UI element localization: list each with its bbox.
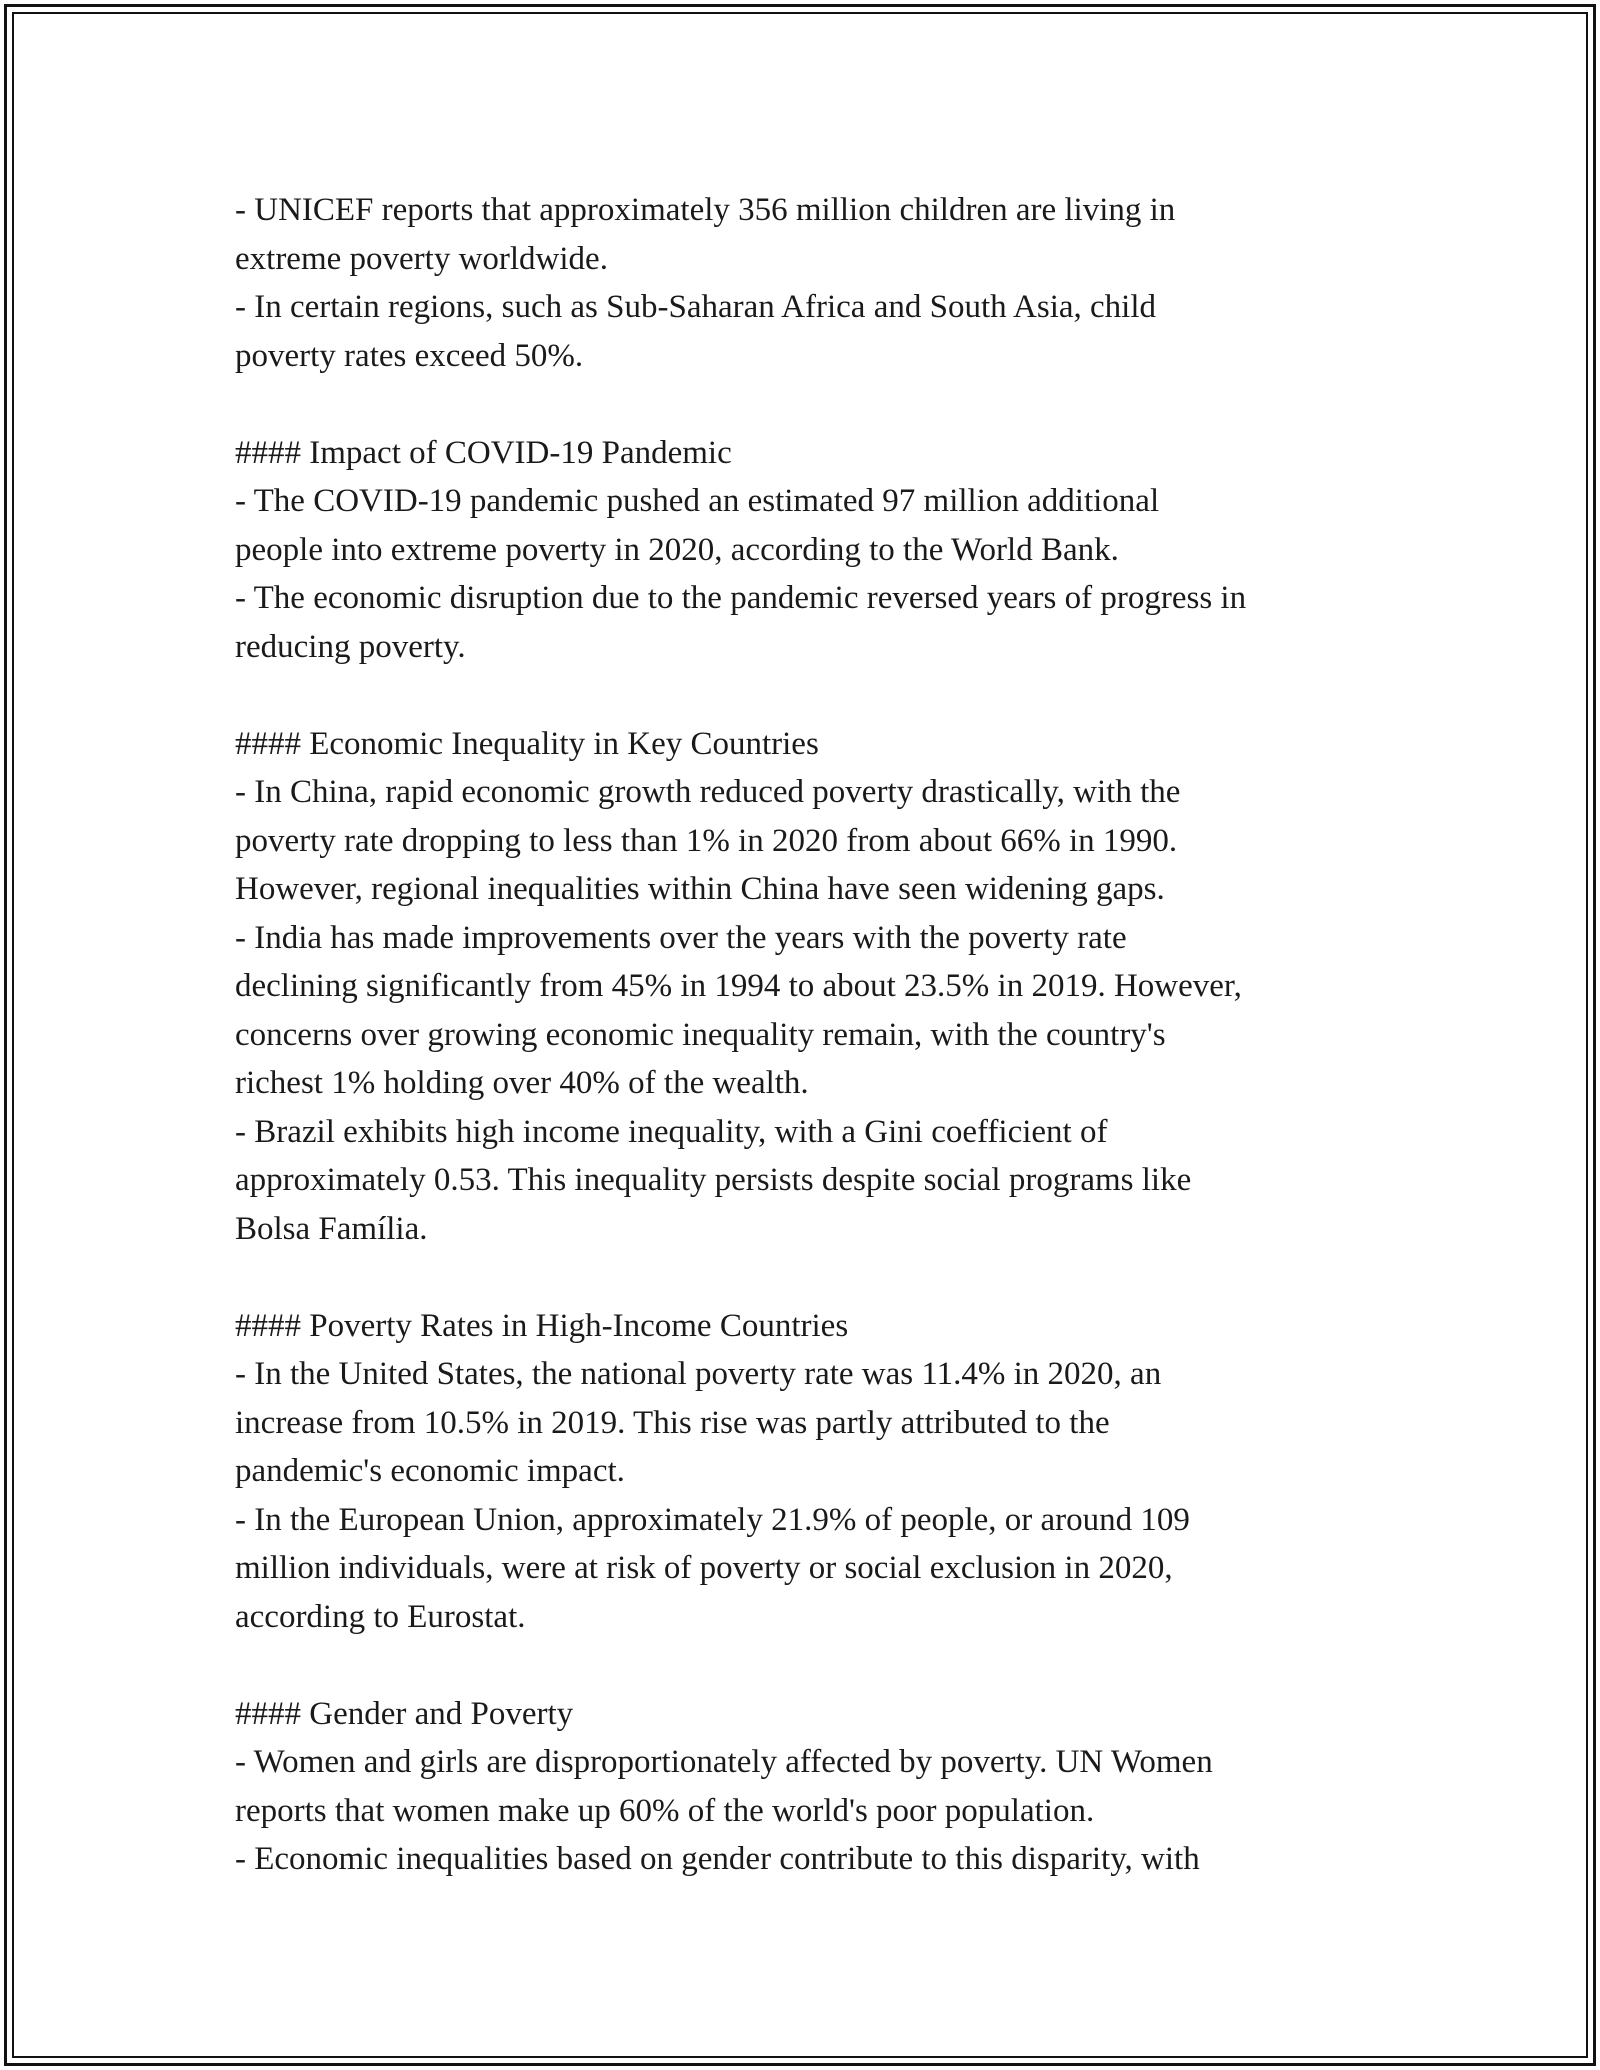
economic-inequality-section xyxy=(235,720,1395,1254)
text-line: - In the European Union, approximately 21.9% of people, or around 109 xyxy=(235,1501,1190,1538)
text-line: declining significantly from 45% in 1994 to about 23.5% in 2019. However, xyxy=(235,968,1242,1004)
text-line: - The COVID-19 pandemic pushed an estimated 97 million additional xyxy=(235,483,1160,519)
text-line: - India has made improvements over the years with the poverty rate xyxy=(235,919,1127,956)
text-line: - Brazil exhibits high income inequality, with a Gini coefficient of xyxy=(235,1113,1108,1150)
text-line: - In certain regions, such as Sub-Saharan Africa and South Asia, child xyxy=(235,289,1157,325)
high-income-poverty-section xyxy=(235,1302,1395,1642)
text-line: - Women and girls are disproportionately affected by poverty. UN Women xyxy=(235,1744,1213,1780)
text-line: - UNICEF reports that approximately 356 million children are living in xyxy=(235,192,1176,228)
text-line: - In China, rapid economic growth reduced poverty drastically, with the xyxy=(235,774,1181,810)
text-line: approximately 0.53. This inequality persists despite social programs like xyxy=(235,1162,1192,1198)
text-line: pandemic's economic impact. xyxy=(235,1453,625,1489)
document-body xyxy=(235,186,1395,1884)
text-line: - The economic disruption due to the pandemic reversed years of progress in xyxy=(235,580,1247,616)
text-line: However, regional inequalities within China have seen widening gaps. xyxy=(235,871,1165,907)
text-line: extreme poverty worldwide. xyxy=(235,240,608,277)
text-line: poverty rates exceed 50%. xyxy=(235,337,584,374)
child-poverty-section xyxy=(235,186,1395,380)
gender-poverty-section xyxy=(235,1690,1395,1884)
text-line: concerns over growing economic inequality remain, with the country's xyxy=(235,1016,1166,1053)
section-heading: #### Economic Inequality in Key Countries xyxy=(235,725,819,762)
text-line: people into extreme poverty in 2020, according to the World Bank. xyxy=(235,531,1119,568)
text-line: richest 1% holding over 40% of the wealth. xyxy=(235,1065,809,1101)
covid-impact-section xyxy=(235,429,1395,672)
text-line: - Economic inequalities based on gender contribute to this disparity, with xyxy=(235,1841,1200,1877)
text-line: Bolsa Família. xyxy=(235,1210,428,1247)
section-heading: #### Impact of COVID-19 Pandemic xyxy=(235,434,732,471)
text-line: reducing poverty. xyxy=(235,628,466,665)
text-line: according to Eurostat. xyxy=(235,1598,526,1635)
section-heading: #### Poverty Rates in High-Income Countries xyxy=(235,1307,849,1344)
text-line: - In the United States, the national poverty rate was 11.4% in 2020, an xyxy=(235,1356,1162,1392)
text-line: million individuals, were at risk of poverty or social exclusion in 2020, xyxy=(235,1550,1173,1586)
text-line: increase from 10.5% in 2019. This rise was partly attributed to the xyxy=(235,1404,1110,1441)
text-line: reports that women make up 60% of the world's poor population. xyxy=(235,1792,1095,1829)
section-heading: #### Gender and Poverty xyxy=(235,1695,574,1732)
text-line: poverty rate dropping to less than 1% in 2020 from about 66% in 1990. xyxy=(235,822,1178,859)
